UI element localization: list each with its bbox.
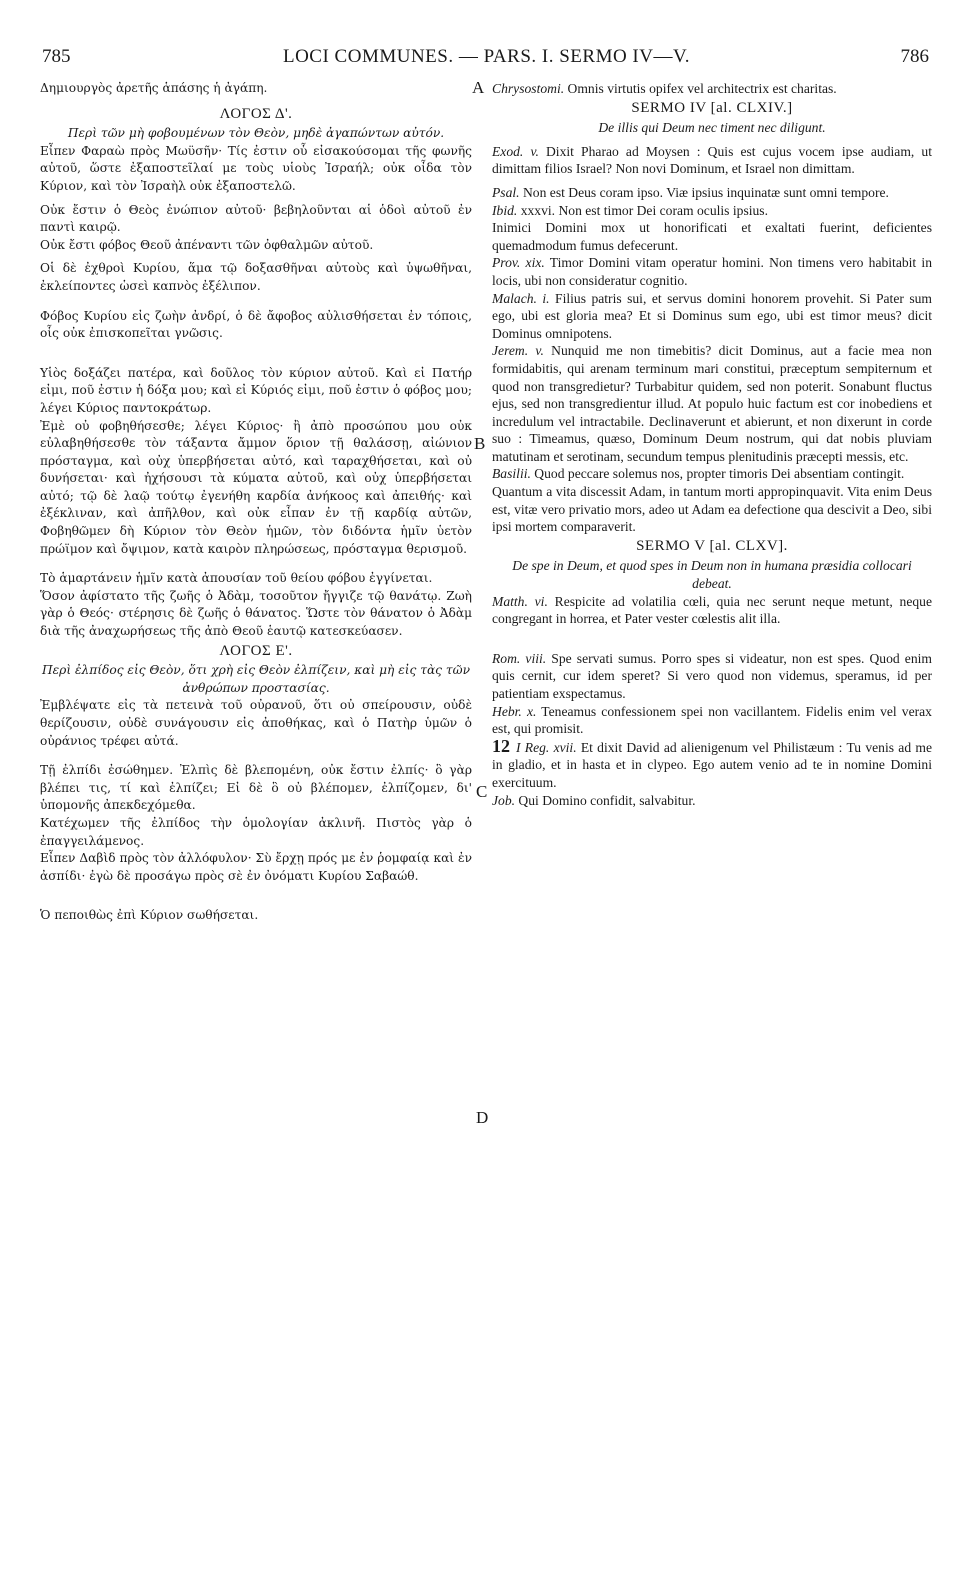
greek-paragraph: Ὅσον ἀφίστατο τῆς ζωῆς ὁ Ἀδὰμ, τοσοῦτον ἤγγιζε τῷ θανάτῳ. Ζωὴ γὰρ ὁ Θεός· στέρησις δὲ ζωῆς ὁ θάνατος. Ὥστε τὸν θάνατον ὁ Ἀδὰμ διὰ τῆς ἀναχωρήσεως τῆς ἀπὸ Θεοῦ ἑαυτῷ κατεσκεύασεν. bbox=[40, 588, 472, 639]
greek-paragraph: Τὸ ἁμαρτάνειν ἡμῖν κατὰ ἀπουσίαν τοῦ θείου φόβου ἐγγίνεται. bbox=[40, 571, 433, 586]
citation: Job. bbox=[492, 792, 516, 808]
latin-paragraph bbox=[492, 792, 932, 810]
latin-paragraph: Inimici Domini mox ut honorificati et exaltati fuerint, deficientes quemadmodum fumus defecerunt. bbox=[492, 220, 932, 253]
running-title: LOCI COMMUNES. — PARS. I. SERMO IV—V. bbox=[282, 46, 691, 67]
greek-paragraph: Οὐκ ἔστι φόβος Θεοῦ ἀπέναντι τῶν ὀφθαλμῶν αὐτοῦ. bbox=[40, 237, 374, 252]
latin-paragraph bbox=[492, 593, 932, 628]
greek-paragraph: Εἶπεν Δαβὶδ πρὸς τὸν ἀλλόφυλον· Σὺ ἔρχῃ πρός με ἐν ῥομφαίᾳ καὶ ἐν ἀσπίδι· ἐγὼ δὲ προσάγω πρὸς σὲ ἐν ὀνόματι Κυρίου Σαβαώθ. bbox=[40, 851, 472, 883]
latin-paragraph bbox=[492, 703, 932, 738]
latin-text: Dixit Pharao ad Moysen : Quis est cujus vocem ipse audiam, ut dimittam filios Israel? Non novi Dominum, et Israel non dimittam. bbox=[492, 143, 932, 177]
latin-text: Quod peccare solemus nos, propter timoris Dei absentiam contingit. bbox=[530, 466, 905, 482]
logos-5-subtitle: Περὶ ἐλπίδος εἰς Θεὸν, ὅτι χρὴ εἰς Θεὸν ἐλπίζειν, καὶ μὴ εἰς τὰς τῶν ἀνθρώπων προστασίας. bbox=[42, 663, 470, 695]
latin-paragraph bbox=[492, 254, 932, 289]
latin-paragraph bbox=[492, 342, 932, 465]
logos-4-subtitle: Περὶ τῶν μὴ φοβουμένων τὸν Θεὸν, μηδὲ ἀγαπώντων αὐτόν. bbox=[67, 126, 445, 141]
citation: Matth. vi. bbox=[492, 593, 548, 609]
greek-paragraph: Τῇ ἐλπίδι ἐσώθημεν. Ἐλπὶς δὲ βλεπομένη, οὐκ ἔστιν ἐλπίς· ὃ γὰρ βλέπει τις, τί καὶ ἐλπίζει; Εἰ δὲ ὃ οὐ βλέπομεν, ἐλπίζομεν, δι' ὑπομονῆς ἀπεκδεχόμεθα. bbox=[40, 763, 472, 813]
greek-paragraph: Ἐμβλέψατε εἰς τὰ πετεινὰ τοῦ οὐρανοῦ, ὅτι οὐ σπείρουσιν, οὐδὲ θερίζουσιν, οὐδὲ συνάγουσιν εἰς ἀποθήκας, καὶ ὁ Πατὴρ ὑμῶν ὁ οὐράνιος τρέφει αὐτά. bbox=[40, 698, 472, 748]
margin-marker-d: D bbox=[476, 1108, 489, 1127]
latin-paragraph bbox=[492, 465, 932, 483]
citation: Exod. v. bbox=[492, 143, 539, 159]
latin-paragraph bbox=[492, 202, 932, 220]
sermo-5-title: SERMO V [al. CLXV]. bbox=[636, 537, 788, 554]
margin-marker-b: B bbox=[474, 434, 486, 453]
citation: I Reg. xvii. bbox=[516, 739, 577, 755]
latin-paragraph bbox=[492, 735, 932, 792]
citation: Basilii. bbox=[492, 466, 531, 482]
latin-text: Respicite ad volatilia cœli, quia nec serunt neque metunt, neque congregant in horrea, et Pater vester cœlestis alit illa. bbox=[492, 593, 932, 627]
latin-paragraph: Quantum a vita discessit Adam, in tantum morti appropinquavit. Vita enim Deus est, vitæ vero privatio mors, adeo ut Adam ea defectione qua descivit a Deo, sibi ipsi mortem comparaverit. bbox=[492, 484, 932, 535]
latin-paragraph bbox=[492, 184, 932, 202]
greek-paragraph: Ἐμὲ οὐ φοβηθήσεσθε; λέγει Κύριος· ἢ ἀπὸ προσώπου μου οὐκ εὐλαβηθήσεσθε τὸν τάξαντα ἄμμον ὅριον τῇ θαλάσσῃ, αἰώνιον πρόσταγμα, καὶ οὐχ ὑπερβήσεται αὐτό, καὶ ταραχθήσεται, καὶ οὐ δυνήσεται· καὶ ἠχήσουσι τὰ κύματα αὐτοῦ, καὶ οὐχ ὑπερβήσεται αὐτό; τῷ δὲ λαῷ τούτῳ ἐγενήθη καρδία ἀνήκοος καὶ ἀπειθής· καὶ ἐξέκλιναν, καὶ ἀπῆλθον, καὶ οὐκ εἶπαν ἐν τῇ καρδίᾳ αὐτῶν, Φοβηθῶμεν δὴ Κύριον τὸν Θεὸν ἡμῶν, τὸν διδόντα ἡμῖν ὑετὸν πρώϊμον καὶ ὄψιμον, κατὰ καιρὸν πληρώσεως, πρόσταγμα θερισμοῦ. bbox=[40, 418, 472, 556]
latin-text: Timor Domini vitam operatur homini. Non timens vero habitabit in locis, ubi non consideratur cognitio. bbox=[492, 255, 933, 288]
latin-paragraph bbox=[492, 80, 932, 98]
sermo-4-title: SERMO IV [al. CLXIV.] bbox=[631, 99, 793, 116]
margin-marker-c: C bbox=[476, 782, 488, 801]
citation: Hebr. x. bbox=[492, 703, 537, 719]
latin-text: Non est Deus coram ipso. Viæ ipsius inquinatæ sunt omni tempore. bbox=[519, 184, 889, 200]
latin-text: Nunquid me non timebitis? dicit Dominus, aut a facie mea non formidabitis, qui arenam terminum mari constitui, præceptum sempiternum et quod non transgredietur? Turbabitur quidem, sed non poterit. Sonabunt fluctus ejus, sed non transgredientur illud. At populo huic factum est cor inobediens et incredulum vel intractabile. Declinaverunt et abierunt, et non dixerunt in corde suo : Timeamus, quæso, Dominum Deum nostrum, qui dat nobis pluviam matutinam et serotinam, secundum tempus plenitudinis præcepti messis, etc. bbox=[492, 343, 932, 464]
greek-paragraph: Ὁ πεποιθὼς ἐπὶ Κύριον σωθήσεται. bbox=[40, 908, 259, 923]
greek-column bbox=[40, 80, 472, 925]
greek-paragraph: Εἶπεν Φαραὼ πρὸς Μωϋσῆν· Τίς ἐστιν οὗ εἰσακούσομαι τῆς φωνῆς αὐτοῦ, ὥστε ἐξαποστεῖλαί με τοὺς υἱοὺς Ἰσραήλ; οὐκ οἶδα τὸν Κύριον, καὶ τὸν Ἰσραὴλ οὐκ ἐξαποστελῶ. bbox=[40, 143, 472, 193]
citation: Chrysostomi. bbox=[492, 81, 565, 96]
greek-paragraph: Οὐκ ἔστιν ὁ Θεὸς ἐνώπιον αὐτοῦ· βεβηλοῦνται αἱ ὁδοὶ αὐτοῦ ἐν παντὶ καιρῷ. bbox=[40, 202, 472, 235]
page-number-right: 786 bbox=[900, 46, 929, 67]
citation: Psal. bbox=[492, 184, 520, 200]
greek-paragraph: Φόβος Κυρίου εἰς ζωὴν ἀνδρί, ὁ δὲ ἄφοβος αὐλισθήσεται ἐν τόποις, οἷς οὐκ ἐπισκοπεῖται γνῶσις. bbox=[40, 308, 472, 341]
margin-marker-a: A bbox=[472, 78, 485, 97]
latin-paragraph bbox=[492, 290, 932, 343]
latin-text: Spe servati sumus. Porro spes si videatur, non est spes. Quod enim quis cernit, cur idem speret? Si vero quod non videmus, speramus, id per patientiam exspectamus. bbox=[492, 650, 932, 701]
latin-text: Omnis virtutis opifex vel architectrix est charitas. bbox=[564, 81, 837, 96]
latin-text: Filius patris sui, et servus domini honorem provehit. Si Pater sum ego, ubi est gloria mea? Et si Dominus sum ego, ubi est timor meus? dicit Dominus omnipotens. bbox=[492, 290, 933, 341]
latin-column bbox=[492, 80, 932, 809]
citation: Jerem. v. bbox=[492, 343, 544, 359]
latin-paragraph bbox=[492, 143, 932, 178]
page-number-left: 785 bbox=[42, 46, 71, 67]
latin-text: xxxvi. Non est timor Dei coram oculis ipsius. bbox=[517, 202, 768, 218]
citation: Prov. xix. bbox=[492, 255, 545, 271]
latin-text: Teneamus confessionem spei non vacillantem. Fidelis enim vel verax est, qui promisit. bbox=[492, 703, 932, 737]
column-number: 12 bbox=[492, 735, 510, 756]
latin-paragraph bbox=[492, 650, 932, 703]
latin-text: Et dixit David ad alienigenum vel Philistæum : Tu venis ad me in gladio, et in hasta et in clypeo. Ego autem venio ad te in nomine Domini exercituum. bbox=[492, 739, 932, 790]
logos-4-title: ΛΟΓΟΣ Δ'. bbox=[219, 105, 293, 122]
greek-paragraph: Υἱὸς δοξάζει πατέρα, καὶ δοῦλος τὸν κύριον αὐτοῦ. Καὶ εἰ Πατήρ εἰμι, ποῦ ἐστιν ἡ δόξα μου; καὶ εἰ Κύριός εἰμι, ποῦ ἐστιν ὁ φόβος μου; λέγει Κύριος παντοκράτωρ. bbox=[40, 365, 472, 415]
citation: Rom. viii. bbox=[492, 650, 547, 666]
sermo-5-subtitle: De spe in Deum, et quod spes in Deum non in humana præsidia collocari debeat. bbox=[512, 558, 912, 592]
logos-5-title: ΛΟΓΟΣ Ε'. bbox=[219, 642, 293, 659]
citation: Ibid. bbox=[492, 202, 518, 218]
citation: Malach. i. bbox=[492, 290, 550, 306]
greek-paragraph: Οἱ δὲ ἐχθροὶ Κυρίου, ἅμα τῷ δοξασθῆναι αὐτοὺς καὶ ὑψωθῆναι, ἐκλείποντες ὡσεὶ καπνὸς ἐξέλιπον. bbox=[40, 261, 472, 293]
greek-intro: Δημιουργὸς ἀρετῆς ἁπάσης ἡ ἀγάπη. bbox=[40, 81, 268, 95]
running-header bbox=[30, 46, 943, 72]
latin-text: Qui Domino confidit, salvabitur. bbox=[515, 792, 696, 808]
greek-paragraph: Κατέχωμεν τῆς ἐλπίδος τὴν ὁμολογίαν ἀκλινῆ. Πιστὸς γὰρ ὁ ἐπαγγειλάμενος. bbox=[40, 815, 472, 848]
sermo-4-subtitle: De illis qui Deum nec timent nec diligunt. bbox=[598, 120, 826, 136]
